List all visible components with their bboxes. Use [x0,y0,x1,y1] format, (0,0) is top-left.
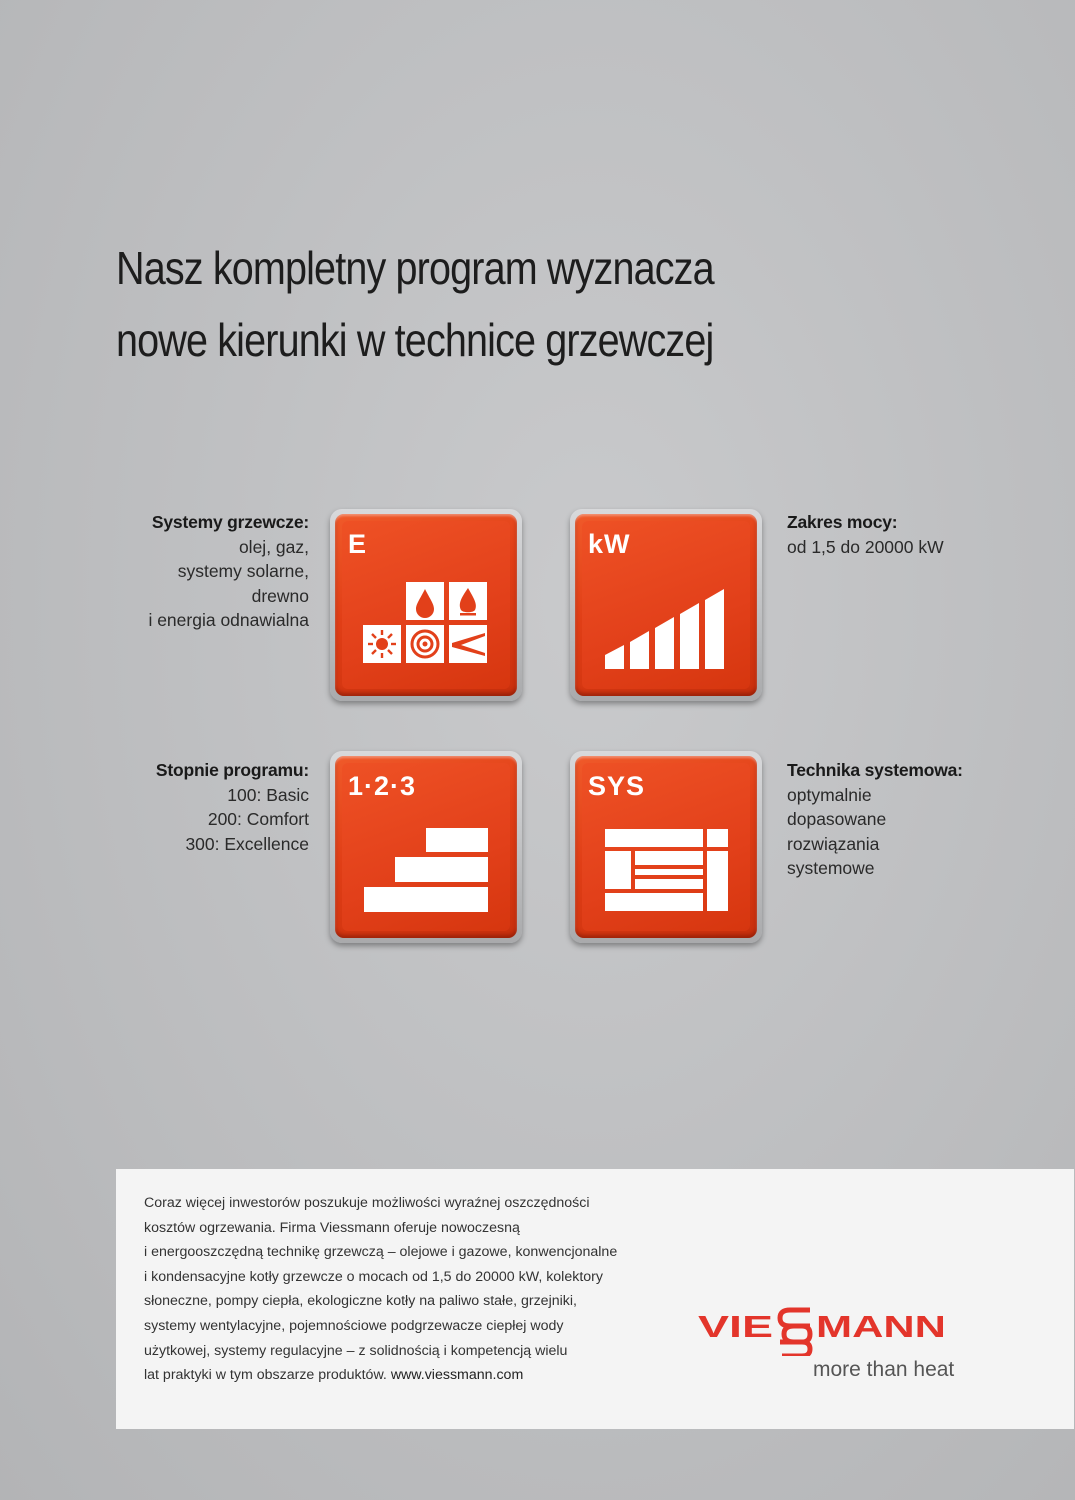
body-line-last [144,1363,664,1388]
energy-sources-icon [330,509,522,701]
caption-line: systemy solarne, [177,561,309,581]
body-line-text: lat praktyki w tym obszarze produktów. [144,1367,391,1384]
body-line: Coraz więcej inwestorów poszukuje możliwości wyraźnej oszczędności [144,1195,590,1211]
key-system[interactable] [570,751,762,943]
caption-line: od 1,5 do 20000 kW [787,536,944,557]
power-bars-icon [570,509,762,701]
key-power-label: kW [588,529,631,559]
system-blocks-icon [570,751,762,943]
body-line: kosztów ogrzewania. Firma Viessmann oferuje nowoczesną [144,1219,520,1236]
key-energy-label: E [348,529,368,559]
viessmann-logo [698,1304,948,1356]
key-program[interactable] [330,751,522,943]
body-line: użytkowej, systemy regulacyjne – z solidnością i kompetencją wielu [144,1342,568,1359]
caption-line: drewno [251,585,309,606]
info-panel [116,1169,1074,1429]
caption-line: 300: Excellence [185,833,309,854]
caption-line: 200: Comfort [207,809,309,829]
key-energy[interactable] [330,509,522,701]
key-system-label: SYS [588,771,646,801]
key-program-label: 1·2·3 [348,771,417,801]
brand-slogan: more than heat [813,1358,955,1381]
caption-line: rozwiązania [787,833,880,854]
body-line: i energooszczędną technikę grzewczą – olejowe i gazowe, konwencjonalne [144,1244,618,1261]
body-line: systemy wentylacyjne, pojemnościowe podgrzewacze ciepłej wody [144,1317,564,1334]
caption-line: i energia odnawialna [148,610,309,630]
caption-title: Systemy grzewcze: [151,512,309,532]
headline-line-1: Nasz kompletny program wyznacza [116,242,714,294]
caption-system-tech [787,758,963,881]
caption-line: optymalnie [787,784,872,805]
caption-line: dopasowane [787,809,887,829]
caption-power-range [787,510,944,559]
caption-heating-systems [148,510,309,633]
svg-text:VIE: VIE [698,1309,773,1344]
caption-line: systemowe [787,858,875,878]
caption-title: Zakres mocy: [787,512,898,532]
caption-line: olej, gaz, [238,536,309,557]
caption-line: 100: Basic [227,784,309,805]
svg-text:MANN: MANN [816,1309,946,1344]
website-link[interactable]: www.viessmann.com [390,1367,524,1384]
body-text [144,1191,664,1388]
caption-title: Technika systemowa: [787,760,963,780]
body-line: słoneczne, pompy ciepła, ekologiczne kotły na paliwo stałe, grzejniki, [144,1293,577,1310]
caption-program-levels [156,758,309,856]
stairs-icon [330,751,522,943]
headline [116,232,804,376]
headline-line-2: nowe kierunki w technice grzewczej [116,314,714,366]
key-power[interactable] [570,509,762,701]
body-line: i kondensacyjne kotły grzewcze o mocach od 1,5 do 20000 kW, kolektory [144,1268,603,1285]
caption-title: Stopnie programu: [155,760,309,780]
